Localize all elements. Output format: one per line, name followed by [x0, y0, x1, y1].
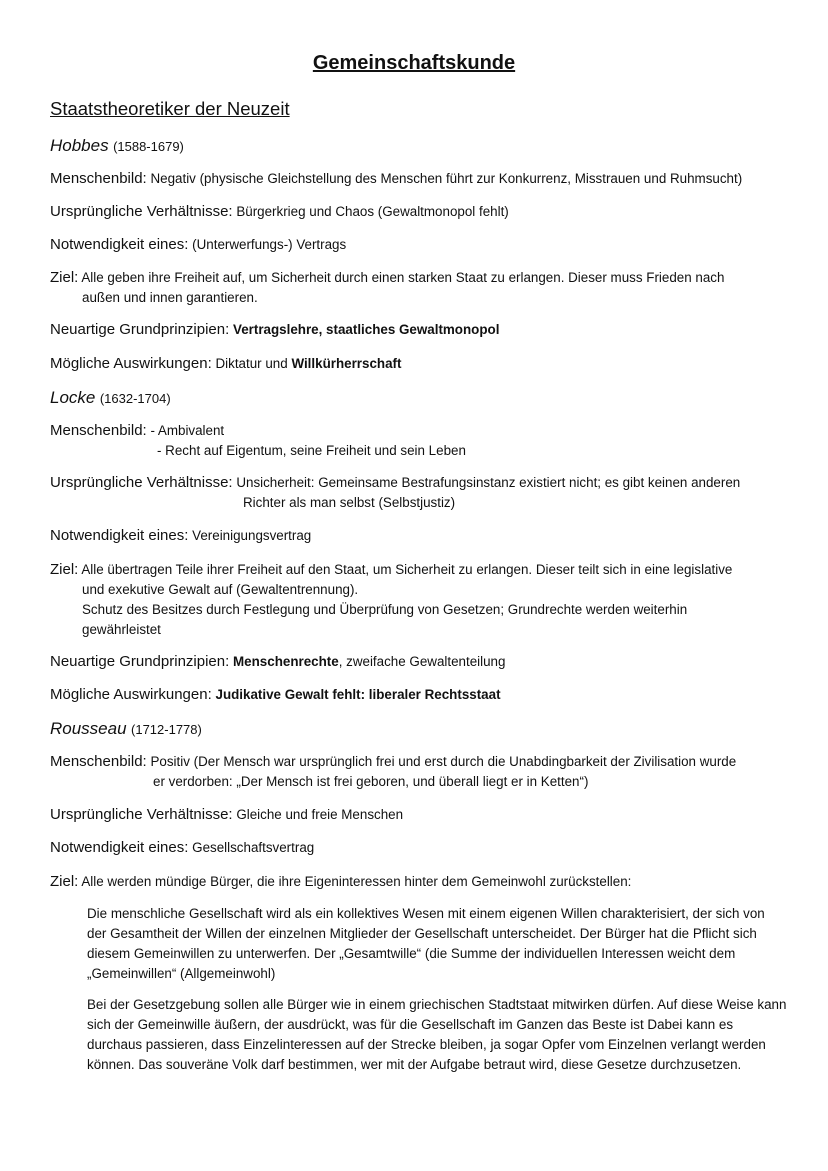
locke-menschenbild-cont: - Recht auf Eigentum, seine Freiheit und sein Leben [157, 443, 466, 458]
hobbes-grundprinzipien: Neuartige Grundprinzipien: Vertragslehre, staatliches Gewaltmonopol [50, 321, 500, 338]
locke-grundprinzipien: Neuartige Grundprinzipien: Menschenrechte, zweifache Gewaltenteilung [50, 653, 506, 670]
locke-verhaeltnisse-cont: Richter als man selbst (Selbstjustiz) [243, 495, 456, 510]
philosopher-heading-rousseau [50, 719, 202, 739]
rousseau-paragraph-2: Bei der Gesetzgebung sollen alle Bürger wie in einem griechischen Stadtstaat mitwirken dürfen. Auf diese Weise kann sich der Gemeinwille äußern, der ausdrückt, was für die Gesellschaft im Ganzen das Beste ist Dabei kann es durchaus passieren, dass Einzelinteressen auf der Strecke bleiben, ja sogar Opfer vom Einzelnen verlangt werden können. Das souveräne Volk darf bestimmen, wer mit der Aufgabe betraut wird, diese Gesetze durchzusetzen. [87, 997, 787, 1072]
philosopher-heading-hobbes [50, 136, 184, 156]
rousseau-menschenbild: Menschenbild: Positiv (Der Mensch war ursprünglich frei und erst durch die Unabdingbarkeit der Zivilisation wurde [50, 753, 737, 770]
philosopher-name: Locke [50, 388, 96, 407]
locke-ziel-cont-1: und exekutive Gewalt auf (Gewaltentrennung). [82, 582, 359, 597]
hobbes-ziel-cont: außen und innen garantieren. [82, 290, 258, 305]
rousseau-ziel: Ziel: Alle werden mündige Bürger, die ihre Eigeninteressen hinter dem Gemeinwohl zurückstellen: [50, 873, 632, 890]
locke-ziel: Ziel: Alle übertragen Teile ihrer Freiheit auf den Staat, um Sicherheit zu erlangen. Dieser teilt sich in eine legislative [50, 561, 733, 578]
locke-verhaeltnisse: Ursprüngliche Verhältnisse: Unsicherheit: Gemeinsame Bestrafungsinstanz existiert nicht; es gibt keinen anderen [50, 474, 741, 491]
rousseau-verhaeltnisse: Ursprüngliche Verhältnisse: Gleiche und freie Menschen [50, 806, 404, 823]
philosopher-years: (1712-1778) [131, 722, 202, 737]
rousseau-menschenbild-cont: er verdorben: „Der Mensch ist frei geboren, und überall liegt er in Ketten“) [153, 774, 589, 789]
rousseau-paragraph-1: Die menschliche Gesellschaft wird als ein kollektives Wesen mit einem eigenen Willen charakterisiert, der sich von der Gesamtheit der Willen der einzelnen Mitglieder der Gesellschaft unterscheidet. Der Bürger hat die Pflicht sich diesem Gemeinwillen zu unterwerfen. Der „Gesamtwille“ (die Summe der individuellen Interessen weicht dem „Gemeinwillen“ (Allgemeinwohl) [87, 906, 765, 981]
locke-ziel-cont-3: gewährleistet [82, 622, 161, 637]
philosopher-heading-locke [50, 388, 171, 408]
hobbes-notwendigkeit: Notwendigkeit eines: (Unterwerfungs-) Vertrags [50, 236, 347, 253]
philosopher-name: Hobbes [50, 136, 109, 155]
locke-ziel-cont-2: Schutz des Besitzes durch Festlegung und Überprüfung von Gesetzen; Grundrechte werden weiterhin [82, 602, 688, 617]
locke-menschenbild: Menschenbild: - Ambivalent [50, 422, 225, 439]
section-heading: Staatstheoretiker der Neuzeit [50, 98, 290, 119]
locke-auswirkungen: Mögliche Auswirkungen: Judikative Gewalt fehlt: liberaler Rechtsstaat [50, 686, 501, 703]
hobbes-menschenbild: Menschenbild: Negativ (physische Gleichstellung des Menschen führt zur Konkurrenz, Misstrauen und Ruhmsucht) [50, 170, 743, 187]
philosopher-name: Rousseau [50, 719, 127, 738]
philosopher-years: (1632-1704) [99, 391, 171, 406]
locke-notwendigkeit: Notwendigkeit eines: Vereinigungsvertrag [50, 527, 312, 544]
hobbes-verhaeltnisse: Ursprüngliche Verhältnisse: Bürgerkrieg und Chaos (Gewaltmonopol fehlt) [50, 203, 509, 220]
hobbes-auswirkungen: Mögliche Auswirkungen: Diktatur und Willkürherrschaft [50, 355, 402, 372]
rousseau-notwendigkeit: Notwendigkeit eines: Gesellschaftsvertrag [50, 839, 315, 856]
hobbes-ziel: Ziel: Alle geben ihre Freiheit auf, um Sicherheit durch einen starken Staat zu erlangen. Dieser muss Frieden nach [50, 269, 725, 286]
philosopher-years: (1588-1679) [113, 139, 184, 154]
page-title: Gemeinschaftskunde [312, 52, 516, 74]
